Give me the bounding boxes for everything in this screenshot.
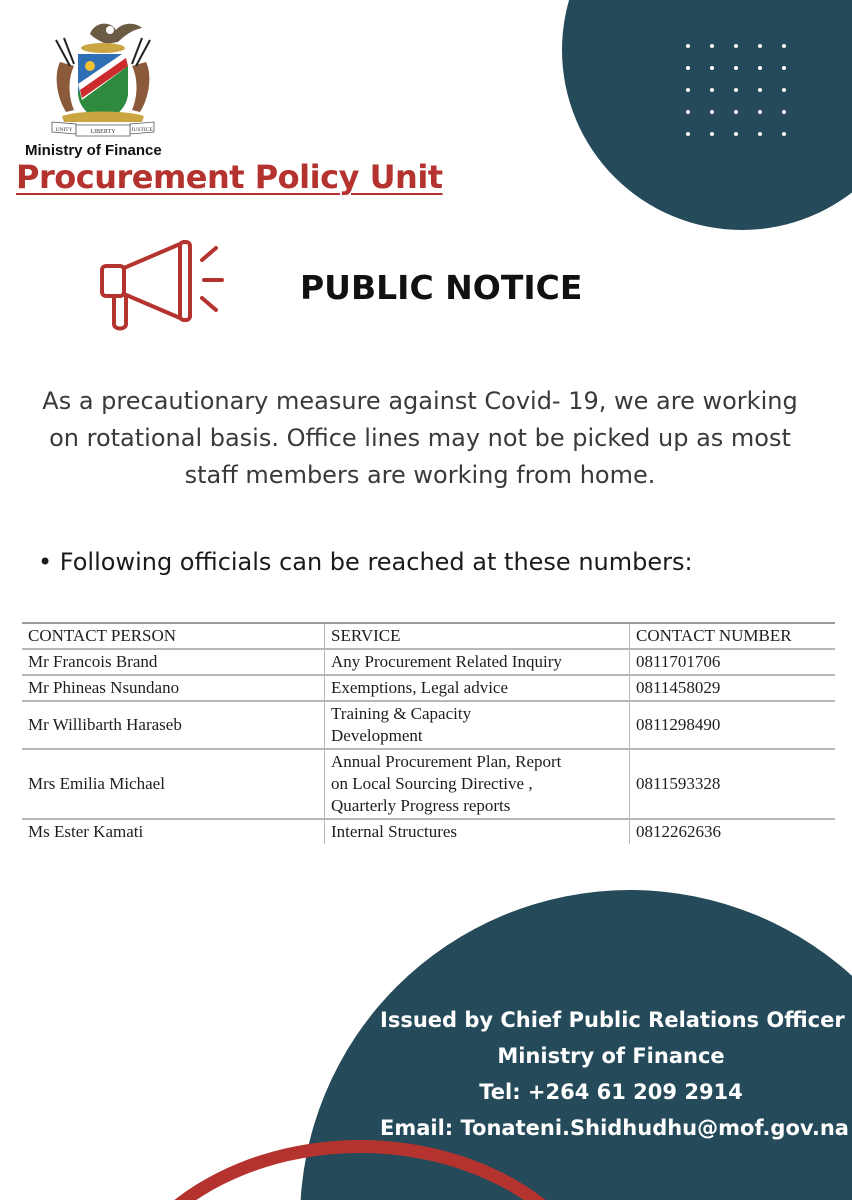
motto-right: JUSTICE xyxy=(131,127,153,133)
contact-person: Ms Ester Kamati xyxy=(28,822,144,841)
contact-person: Mrs Emilia Michael xyxy=(22,749,325,819)
grid-dot xyxy=(734,110,738,114)
notice-body xyxy=(30,383,810,494)
table-row xyxy=(22,675,835,701)
grid-dot xyxy=(686,88,690,92)
issuer-footer xyxy=(380,1002,849,1146)
grid-dot xyxy=(782,132,786,136)
officials-bullet: • Following officials can be reached at these numbers: xyxy=(38,548,693,576)
service-line: on Local Sourcing Directive , xyxy=(331,774,533,793)
motto-left: UNITY xyxy=(55,127,73,133)
table-row xyxy=(22,649,835,675)
notice-body-line: As a precautionary measure against Covid- 19, we are working xyxy=(42,387,798,415)
grid-dot xyxy=(782,110,786,114)
grid-dot xyxy=(758,88,762,92)
contact-person: Mr Willibarth Haraseb xyxy=(22,701,325,749)
grid-dot xyxy=(686,44,690,48)
grid-dot xyxy=(734,66,738,70)
notice-body-line: staff members are working from home. xyxy=(184,461,656,489)
service xyxy=(325,749,630,819)
grid-dot xyxy=(686,66,690,70)
table-row xyxy=(22,819,835,844)
grid-dot xyxy=(758,110,762,114)
dot-grid-pattern xyxy=(686,44,806,154)
service-line: Exemptions, Legal advice xyxy=(331,678,509,697)
footer-tel: Tel: +264 61 209 2914 xyxy=(479,1080,743,1104)
footer-ministry: Ministry of Finance xyxy=(497,1044,725,1068)
table-row xyxy=(22,749,835,819)
grid-dot xyxy=(734,88,738,92)
service-line: Training & Capacity xyxy=(331,704,472,723)
service-line: Quarterly Progress reports xyxy=(331,796,511,815)
contact-number: 0811593328 xyxy=(630,749,836,819)
grid-dot xyxy=(782,66,786,70)
grid-dot xyxy=(782,88,786,92)
service xyxy=(325,675,630,701)
motto-center: LIBERTY xyxy=(90,129,116,135)
contacts-table xyxy=(22,622,835,844)
notice-body-line: on rotational basis. Office lines may not be picked up as most xyxy=(49,424,791,452)
notice-title: PUBLIC NOTICE xyxy=(300,268,583,307)
grid-dot xyxy=(686,110,690,114)
service xyxy=(325,701,630,749)
footer-email: Email: Tonateni.Shidhudhu@mof.gov.na xyxy=(380,1116,849,1140)
service-line: Internal Structures xyxy=(331,822,458,841)
table-row xyxy=(22,701,835,749)
header-contact-person: CONTACT PERSON xyxy=(22,623,325,649)
grid-dot xyxy=(734,44,738,48)
service-line: Any Procurement Related Inquiry xyxy=(331,652,562,671)
grid-dot xyxy=(710,132,714,136)
grid-dot xyxy=(782,44,786,48)
grid-dot xyxy=(710,110,714,114)
service xyxy=(325,649,630,675)
footer-issuer: Issued by Chief Public Relations Officer xyxy=(380,1008,845,1032)
ministry-name: Ministry of Finance xyxy=(25,142,162,159)
grid-dot xyxy=(758,44,762,48)
grid-dot xyxy=(686,132,690,136)
coat-of-arms-icon xyxy=(46,18,160,140)
grid-dot xyxy=(758,132,762,136)
service-line: Annual Procurement Plan, Report xyxy=(331,752,562,771)
grid-dot xyxy=(734,132,738,136)
service-line: Development xyxy=(331,726,423,745)
megaphone-icon xyxy=(98,238,228,334)
grid-dot xyxy=(710,66,714,70)
table-header-row xyxy=(22,623,835,649)
grid-dot xyxy=(710,88,714,92)
contact-number: 0812262636 xyxy=(630,819,836,844)
unit-title: Procurement Policy Unit xyxy=(16,158,443,196)
contact-person: Mr Phineas Nsundano xyxy=(22,675,325,701)
grid-dot xyxy=(758,66,762,70)
header-service: SERVICE xyxy=(325,623,630,649)
contact-number: 0811701706 xyxy=(630,649,836,675)
contact-number: 0811298490 xyxy=(630,701,836,749)
contact-person: Mr Francois Brand xyxy=(22,649,325,675)
service xyxy=(325,819,630,844)
header-contact-number: CONTACT NUMBER xyxy=(630,623,836,649)
contact-number: 0811458029 xyxy=(630,675,836,701)
grid-dot xyxy=(710,44,714,48)
